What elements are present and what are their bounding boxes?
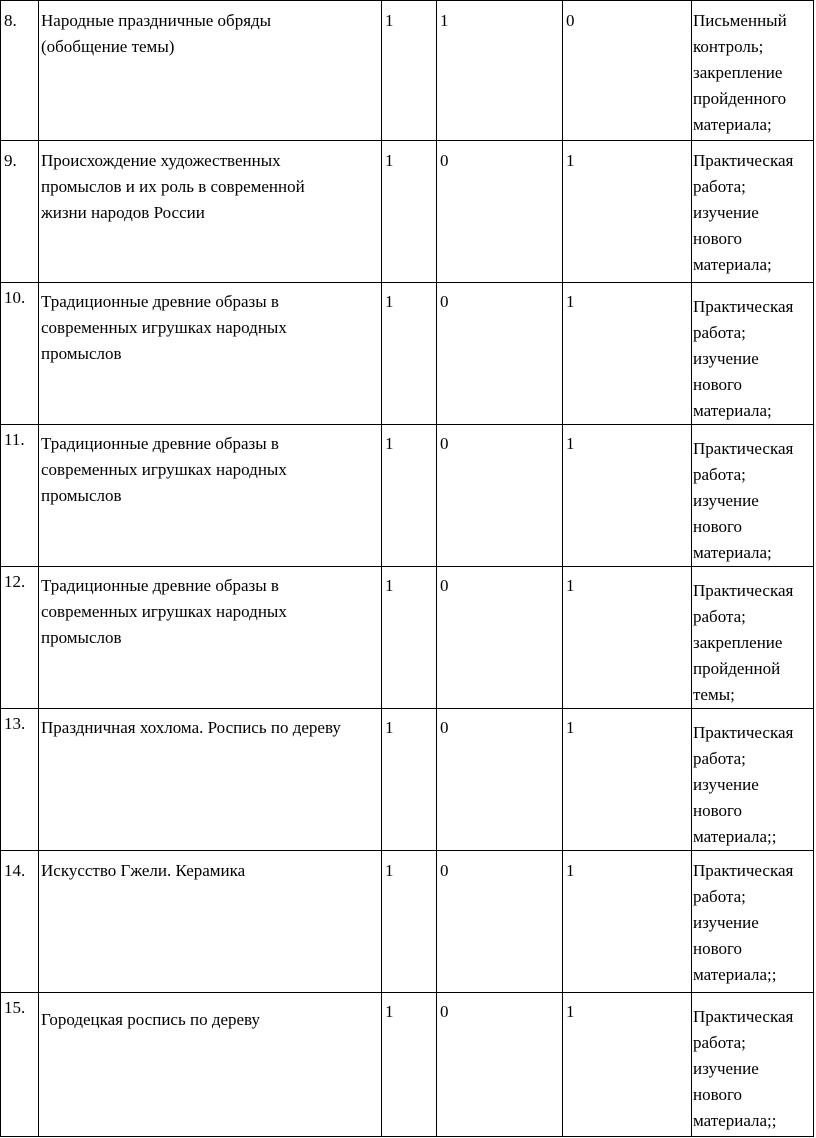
theory-hours: 0	[440, 292, 449, 311]
practice-hours: 1	[566, 576, 575, 595]
theory-hours: 0	[440, 718, 449, 737]
theory-hours-cell	[437, 141, 563, 283]
total-hours-cell	[382, 141, 437, 283]
lesson-topic-cell	[39, 283, 382, 425]
practice-hours: 1	[566, 1002, 575, 1021]
total-hours-cell	[382, 851, 437, 993]
total-hours: 1	[385, 292, 394, 311]
practice-hours-cell	[563, 141, 692, 283]
lesson-type-cell	[692, 141, 814, 283]
practice-hours: 0	[566, 11, 575, 30]
lesson-type: Практическая работа; изучение нового материала;;	[693, 1007, 794, 1130]
lesson-number: 11.	[4, 430, 25, 449]
theory-hours-cell	[437, 1, 563, 141]
lesson-topic: Происхождение художественных промыслов и их роль в современной жизни народов России	[41, 151, 305, 222]
lesson-number: 10.	[4, 288, 26, 307]
lesson-topic: Традиционные древние образы в современных игрушках народных промыслов	[41, 576, 287, 647]
lesson-type-cell	[692, 567, 814, 709]
lesson-type: Практическая работа; изучение нового материала;	[693, 151, 794, 274]
total-hours: 1	[385, 1002, 394, 1021]
theory-hours-cell	[437, 425, 563, 567]
total-hours-cell	[382, 709, 437, 851]
table-row	[1, 283, 814, 425]
lesson-topic: Искусство Гжели. Керамика	[41, 861, 246, 880]
practice-hours: 1	[566, 718, 575, 737]
lesson-type-cell	[692, 1, 814, 141]
lesson-type: Практическая работа; закрепление пройденной темы;	[693, 581, 794, 704]
lesson-number: 15.	[4, 998, 26, 1017]
lesson-type-cell	[692, 425, 814, 567]
lesson-topic-cell	[39, 1, 382, 141]
table-row	[1, 993, 814, 1137]
lesson-number: 9.	[4, 151, 17, 170]
lesson-type: Практическая работа; изучение нового материала;;	[693, 723, 794, 846]
lesson-number-cell	[1, 993, 39, 1137]
theory-hours: 0	[440, 1002, 449, 1021]
lesson-number: 13.	[4, 714, 26, 733]
table-row	[1, 709, 814, 851]
practice-hours-cell	[563, 567, 692, 709]
lesson-number-cell	[1, 1, 39, 141]
total-hours: 1	[385, 576, 394, 595]
practice-hours: 1	[566, 151, 575, 170]
total-hours: 1	[385, 434, 394, 453]
table-row	[1, 567, 814, 709]
theory-hours-cell	[437, 283, 563, 425]
theory-hours: 0	[440, 861, 449, 880]
lesson-topic: Традиционные древние образы в современных игрушках народных промыслов	[41, 292, 287, 363]
lesson-topic-cell	[39, 567, 382, 709]
theory-hours: 0	[440, 151, 449, 170]
lesson-topic-cell	[39, 425, 382, 567]
lesson-topic-cell	[39, 709, 382, 851]
table-row	[1, 851, 814, 993]
lesson-type: Письменный контроль; закрепление пройденного материала;	[693, 11, 787, 134]
practice-hours: 1	[566, 434, 575, 453]
total-hours: 1	[385, 718, 394, 737]
theory-hours-cell	[437, 993, 563, 1137]
lesson-number-cell	[1, 851, 39, 993]
total-hours-cell	[382, 993, 437, 1137]
lesson-number: 8.	[4, 11, 17, 30]
lesson-type-cell	[692, 993, 814, 1137]
lesson-topic: Праздничная хохлома. Роспись по дереву	[41, 718, 341, 737]
total-hours: 1	[385, 861, 394, 880]
theory-hours: 0	[440, 576, 449, 595]
total-hours: 1	[385, 11, 394, 30]
theory-hours: 1	[440, 11, 449, 30]
lesson-topic: Традиционные древние образы в современных игрушках народных промыслов	[41, 434, 287, 505]
lesson-type-cell	[692, 283, 814, 425]
lesson-number: 14.	[4, 861, 26, 880]
lesson-topic-cell	[39, 141, 382, 283]
theory-hours-cell	[437, 851, 563, 993]
practice-hours-cell	[563, 283, 692, 425]
lesson-topic-cell	[39, 851, 382, 993]
practice-hours: 1	[566, 292, 575, 311]
practice-hours: 1	[566, 861, 575, 880]
lesson-type: Практическая работа; изучение нового материала;	[693, 297, 794, 420]
practice-hours-cell	[563, 851, 692, 993]
lesson-number-cell	[1, 283, 39, 425]
lesson-topic: Городецкая роспись по дереву	[41, 1010, 260, 1029]
lesson-type-cell	[692, 851, 814, 993]
lesson-type: Практическая работа; изучение нового материала;	[693, 439, 794, 562]
table-row	[1, 141, 814, 283]
lesson-number-cell	[1, 425, 39, 567]
total-hours: 1	[385, 151, 394, 170]
theory-hours: 0	[440, 434, 449, 453]
lesson-number-cell	[1, 141, 39, 283]
lesson-type-cell	[692, 709, 814, 851]
practice-hours-cell	[563, 425, 692, 567]
lesson-topic-cell	[39, 993, 382, 1137]
lesson-number-cell	[1, 709, 39, 851]
table-row	[1, 1, 814, 141]
practice-hours-cell	[563, 993, 692, 1137]
total-hours-cell	[382, 425, 437, 567]
total-hours-cell	[382, 283, 437, 425]
lesson-topic: Народные праздничные обряды (обобщение темы)	[41, 11, 272, 56]
total-hours-cell	[382, 567, 437, 709]
practice-hours-cell	[563, 1, 692, 141]
lesson-number-cell	[1, 567, 39, 709]
lesson-type: Практическая работа; изучение нового материала;;	[693, 861, 794, 984]
table-row	[1, 425, 814, 567]
theory-hours-cell	[437, 567, 563, 709]
theory-hours-cell	[437, 709, 563, 851]
lesson-number: 12.	[4, 572, 26, 591]
practice-hours-cell	[563, 709, 692, 851]
total-hours-cell	[382, 1, 437, 141]
